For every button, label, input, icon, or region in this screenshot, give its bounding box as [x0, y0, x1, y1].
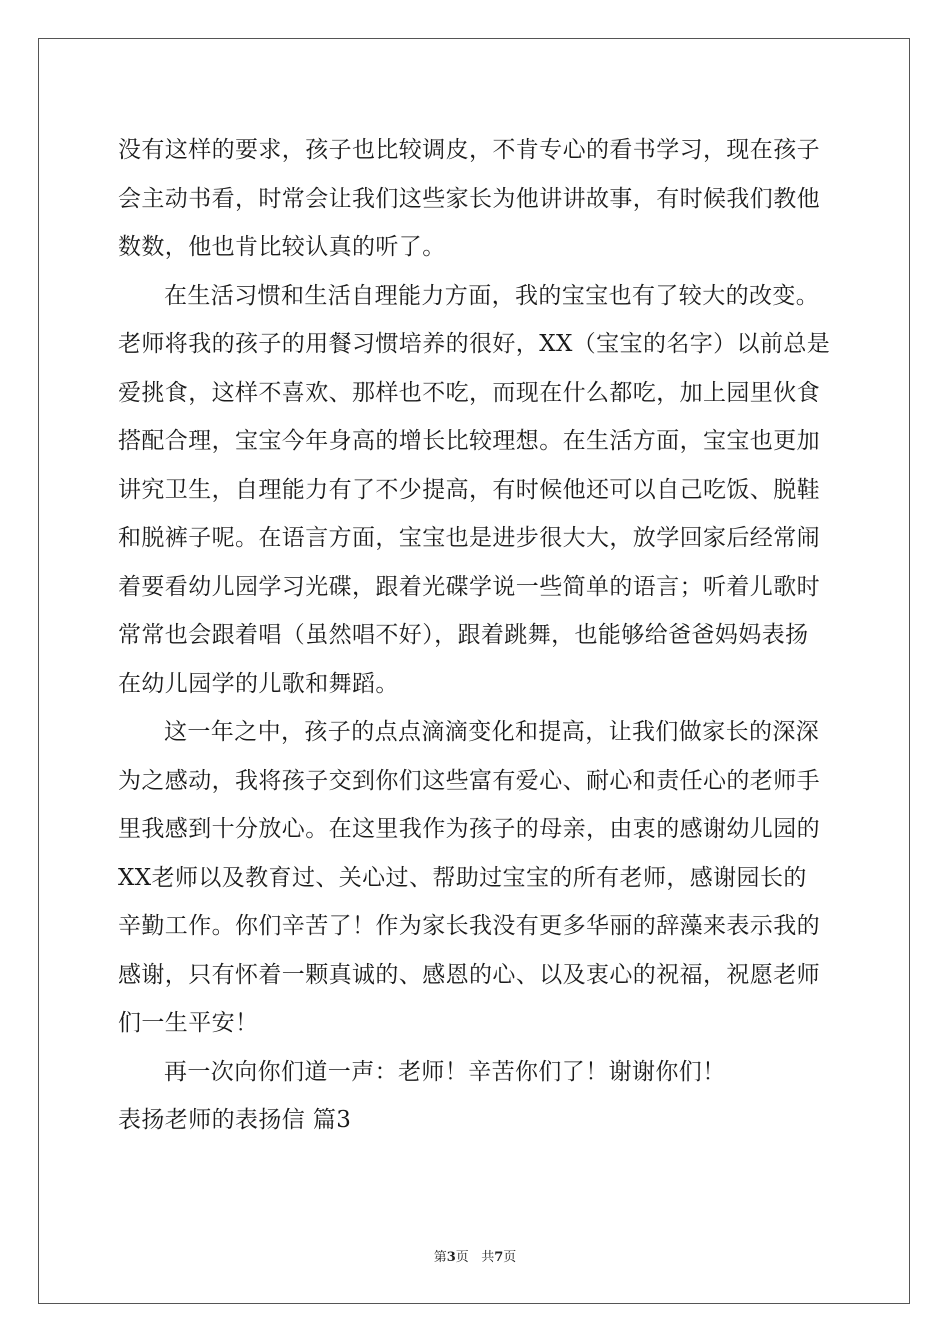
- text-line: 会主动书看，时常会让我们这些家长为他讲讲故事，有时候我们教他: [118, 185, 820, 212]
- current-page-number: 3: [446, 1250, 456, 1265]
- text-line: 感谢，只有怀着一颗真诚的、感恩的心、以及衷心的祝福，祝愿老师: [118, 961, 820, 988]
- footer-suffix: 页: [503, 1250, 517, 1265]
- paragraph-2: [118, 272, 834, 709]
- document-body: [118, 126, 834, 1145]
- text-line: 老师将我的孩子的用餐习惯培养的很好，XX（宝宝的名字）以前总是: [118, 331, 831, 357]
- section-heading: 表扬老师的表扬信 篇3: [118, 1107, 352, 1133]
- footer-middle: 页 共: [455, 1250, 495, 1265]
- text-line: 着要看幼儿园学习光碟，跟着光碟学说一些简单的语言；听着儿歌时: [118, 573, 820, 600]
- text-line: 为之感动，我将孩子交到你们这些富有爱心、耐心和责任心的老师手: [118, 767, 820, 794]
- text-line: XX老师以及教育过、关心过、帮助过宝宝的所有老师，感谢园长的: [118, 864, 807, 891]
- text-line: 搭配合理，宝宝今年身高的增长比较理想。在生活方面，宝宝也更加: [118, 428, 820, 454]
- text-line: 和脱裤子呢。在语言方面，宝宝也是进步很大大，放学回家后经常闹: [118, 525, 820, 551]
- text-line: 辛勤工作。你们辛苦了！作为家长我没有更多华丽的辞藻来表示我的: [118, 913, 820, 939]
- text-line: 在幼儿园学的儿歌和舞蹈。: [118, 670, 399, 697]
- text-line: 讲究卫生，自理能力有了不少提高，有时候他还可以自己吃饭、脱鞋: [118, 476, 820, 503]
- text-line: 在生活习惯和生活自理能力方面，我的宝宝也有了较大的改变。: [164, 282, 820, 309]
- text-line: 没有这样的要求，孩子也比较调皮，不肯专心的看书学习，现在孩子: [118, 137, 820, 163]
- text-line: 数数，他也肯比较认真的听了。: [118, 234, 446, 260]
- paragraph-1: [118, 126, 834, 272]
- text-line: 们一生平安！: [118, 1010, 259, 1036]
- page-footer: [0, 1246, 950, 1265]
- paragraph-4: [118, 1048, 834, 1097]
- text-line: 再一次向你们道一声：老师！辛苦你们了！谢谢你们！: [164, 1058, 726, 1085]
- text-line: 常常也会跟着唱（虽然唱不好），跟着跳舞，也能够给爸爸妈妈表扬: [118, 622, 809, 648]
- text-line: 爱挑食，这样不喜欢、那样也不吃，而现在什么都吃，加上园里伙食: [118, 379, 820, 406]
- text-line: 里我感到十分放心。在这里我作为孩子的母亲，由衷的感谢幼儿园的: [118, 816, 820, 842]
- total-page-number: 7: [494, 1250, 504, 1265]
- footer-prefix: 第: [433, 1250, 447, 1265]
- paragraph-3: [118, 708, 834, 1048]
- text-line: 这一年之中，孩子的点点滴滴变化和提高，让我们做家长的深深: [164, 719, 820, 745]
